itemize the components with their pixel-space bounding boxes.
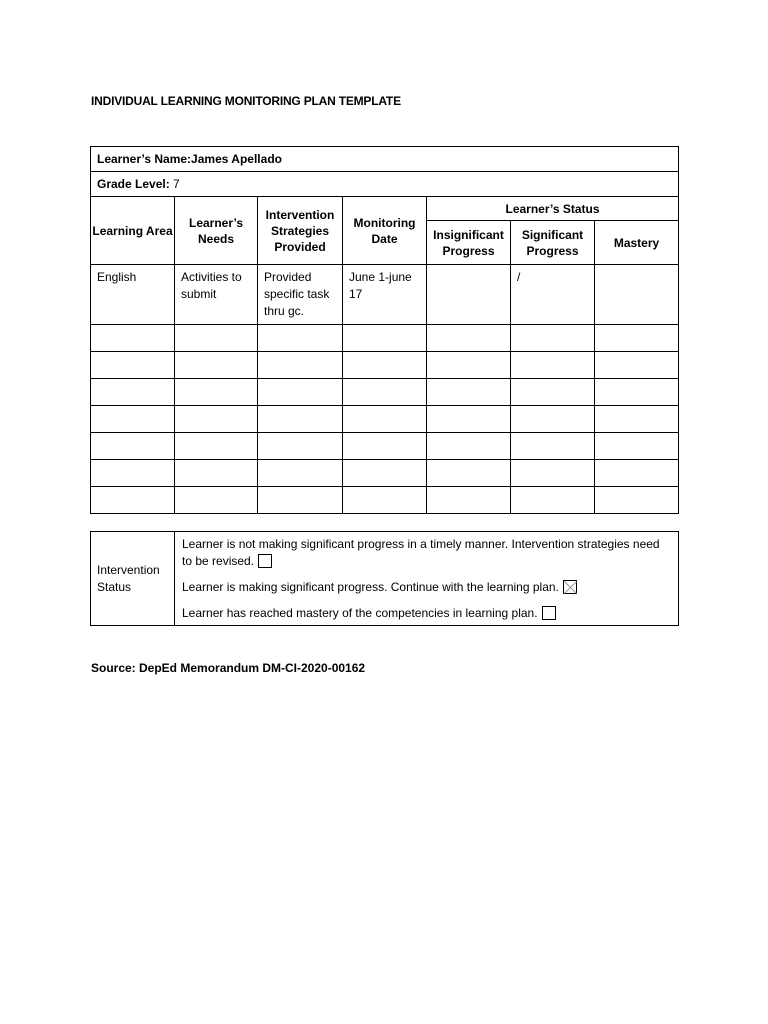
empty-cell	[595, 352, 679, 379]
col-learners-needs: Learner’s Needs	[175, 197, 258, 265]
col-insignificant-progress: Insignificant Progress	[427, 221, 511, 265]
empty-cell	[175, 433, 258, 460]
empty-cell	[258, 406, 343, 433]
col-intervention-strategies: Intervention Strategies Provided	[258, 197, 343, 265]
empty-cell	[91, 487, 175, 514]
empty-cell	[258, 460, 343, 487]
statement-text: Learner is not making significant progress in a timely manner. Intervention strategies need to be revised.	[182, 537, 660, 568]
empty-cell	[511, 460, 595, 487]
significant-progress-checkbox[interactable]	[563, 580, 577, 594]
empty-cell	[91, 352, 175, 379]
document-title: INDIVIDUAL LEARNING MONITORING PLAN TEMPLATE	[91, 94, 401, 108]
learner-name-label: Learner’s Name:	[97, 152, 192, 166]
empty-cell	[175, 487, 258, 514]
intervention-statements	[175, 532, 679, 626]
statement-text: Learner is making significant progress. Continue with the learning plan.	[182, 580, 559, 594]
col-significant-progress: Significant Progress	[511, 221, 595, 265]
statement-significant-progress	[182, 579, 671, 596]
statement-text: Learner has reached mastery of the competencies in learning plan.	[182, 606, 538, 620]
empty-cell	[511, 379, 595, 406]
learner-name-value: James Apellado	[191, 152, 282, 166]
empty-cell	[258, 487, 343, 514]
empty-cell	[175, 352, 258, 379]
empty-cell	[91, 379, 175, 406]
empty-cell	[343, 487, 427, 514]
cell-intervention-strategies: Provided specific task thru gc.	[258, 265, 343, 325]
cell-monitoring-date: June 1-june 17	[343, 265, 427, 325]
empty-cell	[595, 460, 679, 487]
empty-cell	[258, 325, 343, 352]
empty-cell	[595, 433, 679, 460]
empty-cell	[511, 352, 595, 379]
empty-cell	[343, 379, 427, 406]
cell-insignificant-progress	[427, 265, 511, 325]
empty-cell	[343, 433, 427, 460]
empty-row	[91, 487, 679, 514]
empty-cell	[595, 325, 679, 352]
empty-row	[91, 406, 679, 433]
empty-cell	[91, 460, 175, 487]
table-row	[91, 265, 679, 325]
empty-cell	[258, 433, 343, 460]
empty-cell	[595, 406, 679, 433]
empty-cell	[511, 325, 595, 352]
empty-cell	[91, 325, 175, 352]
cell-mastery	[595, 265, 679, 325]
cell-significant-progress: /	[511, 265, 595, 325]
intervention-status-label: Intervention Status	[91, 532, 175, 626]
empty-row	[91, 352, 679, 379]
grade-level-label: Grade Level:	[97, 177, 170, 191]
statement-mastery	[182, 605, 671, 622]
empty-cell	[595, 487, 679, 514]
empty-cell	[343, 460, 427, 487]
col-learning-area: Learning Area	[91, 197, 175, 265]
empty-cell	[343, 325, 427, 352]
needs-revision-checkbox[interactable]	[258, 554, 272, 568]
col-monitoring-date: Monitoring Date	[343, 197, 427, 265]
empty-cell	[427, 487, 511, 514]
empty-cell	[258, 352, 343, 379]
learner-name-row	[91, 147, 679, 172]
source-note: Source: DepEd Memorandum DM-CI-2020-00162	[91, 661, 366, 675]
col-learners-status: Learner’s Status	[427, 197, 679, 221]
cell-learners-needs: Activities to submit	[175, 265, 258, 325]
grade-level-value: 7	[173, 177, 180, 191]
empty-cell	[427, 325, 511, 352]
statement-needs-revision	[182, 536, 671, 570]
empty-cell	[258, 379, 343, 406]
empty-cell	[427, 460, 511, 487]
empty-row	[91, 325, 679, 352]
grade-level-row	[91, 172, 679, 197]
empty-cell	[427, 352, 511, 379]
mastery-checkbox[interactable]	[542, 606, 556, 620]
empty-cell	[427, 433, 511, 460]
empty-cell	[175, 325, 258, 352]
empty-cell	[511, 433, 595, 460]
empty-row	[91, 379, 679, 406]
cell-learning-area: English	[91, 265, 175, 325]
empty-row	[91, 433, 679, 460]
empty-cell	[175, 406, 258, 433]
monitoring-table	[90, 146, 679, 514]
empty-cell	[427, 406, 511, 433]
empty-row	[91, 460, 679, 487]
empty-cell	[343, 406, 427, 433]
col-mastery: Mastery	[595, 221, 679, 265]
empty-cell	[175, 460, 258, 487]
intervention-status-table	[90, 531, 679, 626]
empty-cell	[343, 352, 427, 379]
empty-cell	[91, 433, 175, 460]
empty-cell	[511, 487, 595, 514]
empty-cell	[511, 406, 595, 433]
empty-cell	[175, 379, 258, 406]
empty-cell	[595, 379, 679, 406]
empty-cell	[427, 379, 511, 406]
empty-cell	[91, 406, 175, 433]
